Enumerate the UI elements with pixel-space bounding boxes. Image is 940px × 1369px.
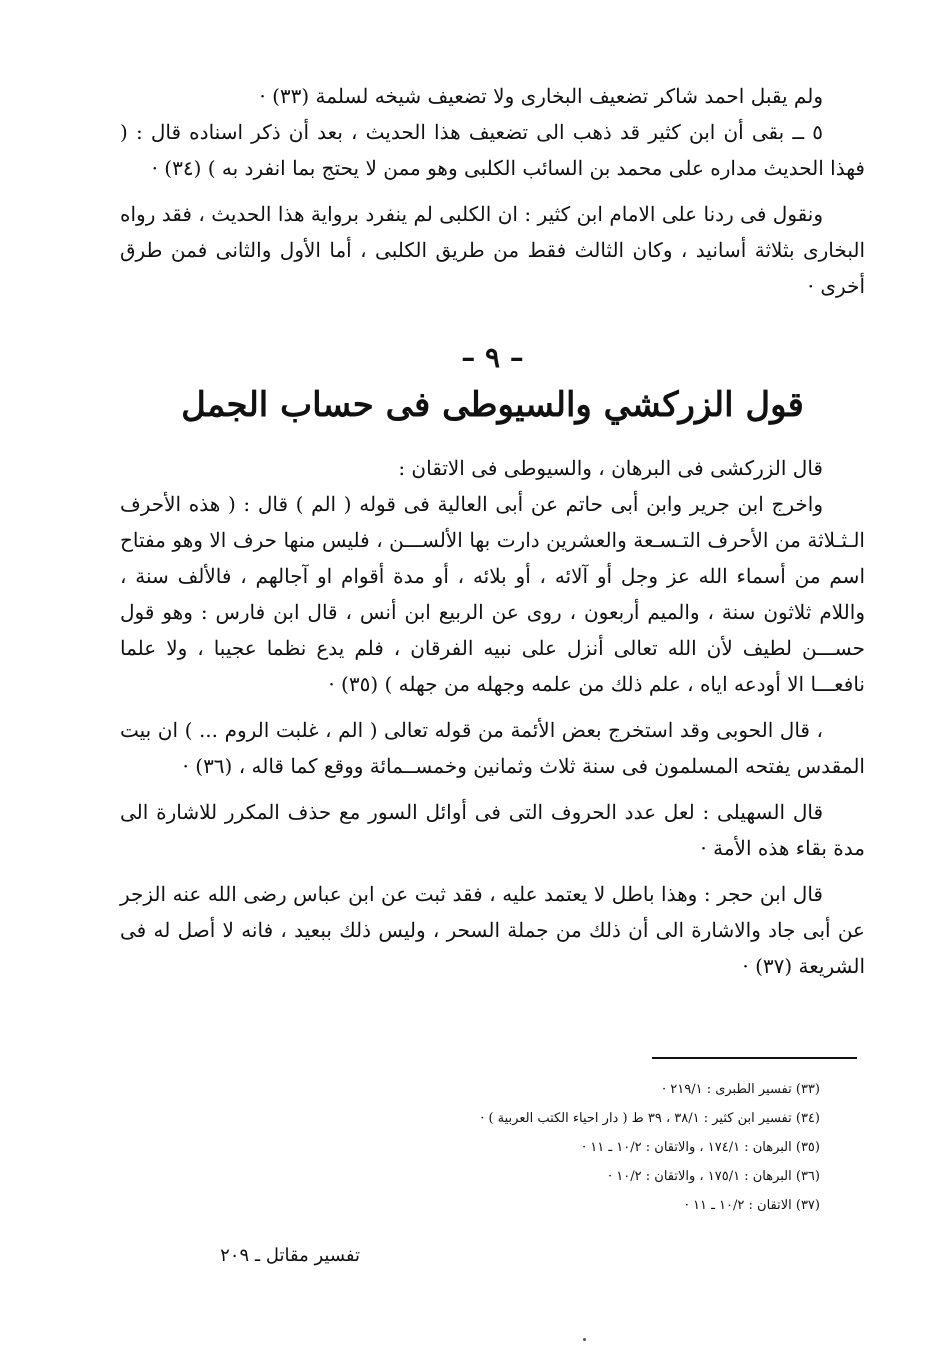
footnotes [220, 1075, 820, 1220]
paragraph-suhayli: قال السهيلى : لعل عدد الحروف التى فى أوائل السور مع حذف المكرر للاشارة الى مدة بقاء هذه الأمة · [120, 800, 865, 860]
footnote-33: (٣٣) تفسير الطبرى : ٢١٩/١ · [661, 1082, 820, 1097]
paragraph-ibn-kathir-weakening: ٥ ــ بقى أن ابن كثير قد ذهب الى تضعيف هذا الحديث ، بعد أن ذكر اسناده قال : ( فهذا الحديث مداره على محمد بن السائب الكلبى وهو ممن لا يحتج بما انفرد به ) (٣٤) · [120, 120, 865, 180]
footnote-36: (٣٦) البرهان : ١٧٥/١ ، والاتقان : ١٠/٢ · [608, 1169, 820, 1184]
section-number: – ٩ – [461, 341, 524, 374]
footnote-35: (٣٥) البرهان : ١٧٤/١ ، والاتقان : ١٠/٢ ـ ١١ · [581, 1140, 820, 1155]
paragraph-intro: قال الزركشى فى البرهان ، والسيوطى فى الاتقان : [398, 456, 823, 480]
footnote-separator [652, 1057, 857, 1059]
footnote-37: (٣٧) الاتقان : ١٠/٢ ـ ١١ · [684, 1198, 820, 1213]
footnote-34: (٣٤) تفسير ابن كثير : ٣٨/١ ، ٣٩ ط ( دار احياء الكتب العربية ) · [480, 1111, 820, 1126]
page-footer: تفسير مقاتل ـ ٢٠٩ [220, 1245, 360, 1266]
page-body [120, 78, 865, 984]
paragraph-shakir-note: ولم يقبل احمد شاكر تضعيف البخارى ولا تضعيف شيخه لسلمة (٣٣) · [259, 84, 823, 108]
paragraph-response: ونقول فى ردنا على الامام ابن كثير : ان الكلبى لم ينفرد برواية هذا الحديث ، فقد رواه البخارى بثلاثة أسانيد ، وكان الثالث فقط من طريق الكلبى ، أما الأول والثانى فمن طرق أخرى · [120, 202, 865, 298]
paragraph-ibn-hajar: قال ابن حجر : وهذا باطل لا يعتمد عليه ، فقد ثبت عن ابن عباس رضى الله عنه الزجر عن أبى جاد والاشارة الى أن ذلك من جملة السحر ، وليس ذلك ببعيد ، فانه لا أصل له فى الشريعة (٣٧) · [120, 882, 865, 978]
scan-speck [583, 1338, 586, 1341]
paragraph-abu-aliya: واخرج ابن جرير وابن أبى حاتم عن أبى العالية فى قوله ( الم ) قال : ( هذه الأحرف الـثـلاثة من الأحرف التـسـعة والعشرين دارت بها الألســـن ، فليس منها حرف الا وهو مفتاح اسم من أسماء الله عز وجل أو آلائه ، أو بلائه ، أو مدة أقوام او آجالهم ، فالألف سنة ، واللام ثلاثون سنة ، والميم أربعون ، روى عن الربيع ابن أنس ، قال ابن فارس : وهو قول حســـن لطيف لأن الله تعالى أنزل على نبيه الفرقان ، فلم يدع نظما عجيبا ، ولا علما نافعـــا الا أودعه اياه ، علم ذلك من علمه وجهله من جهله ) (٣٥) · [120, 492, 865, 696]
paragraph-huwabi: ، قال الحوبى وقد استخرج بعض الأئمة من قوله تعالى ( الم ، غلبت الروم ... ) ان بيت المقدس يفتحه المسلمون فى سنة ثلاث وثمانين وخمســمائة ووقع كما قاله ، (٣٦) · [120, 718, 865, 778]
section-title: قول الزركشي والسيوطى فى حساب الجمل [181, 385, 804, 425]
